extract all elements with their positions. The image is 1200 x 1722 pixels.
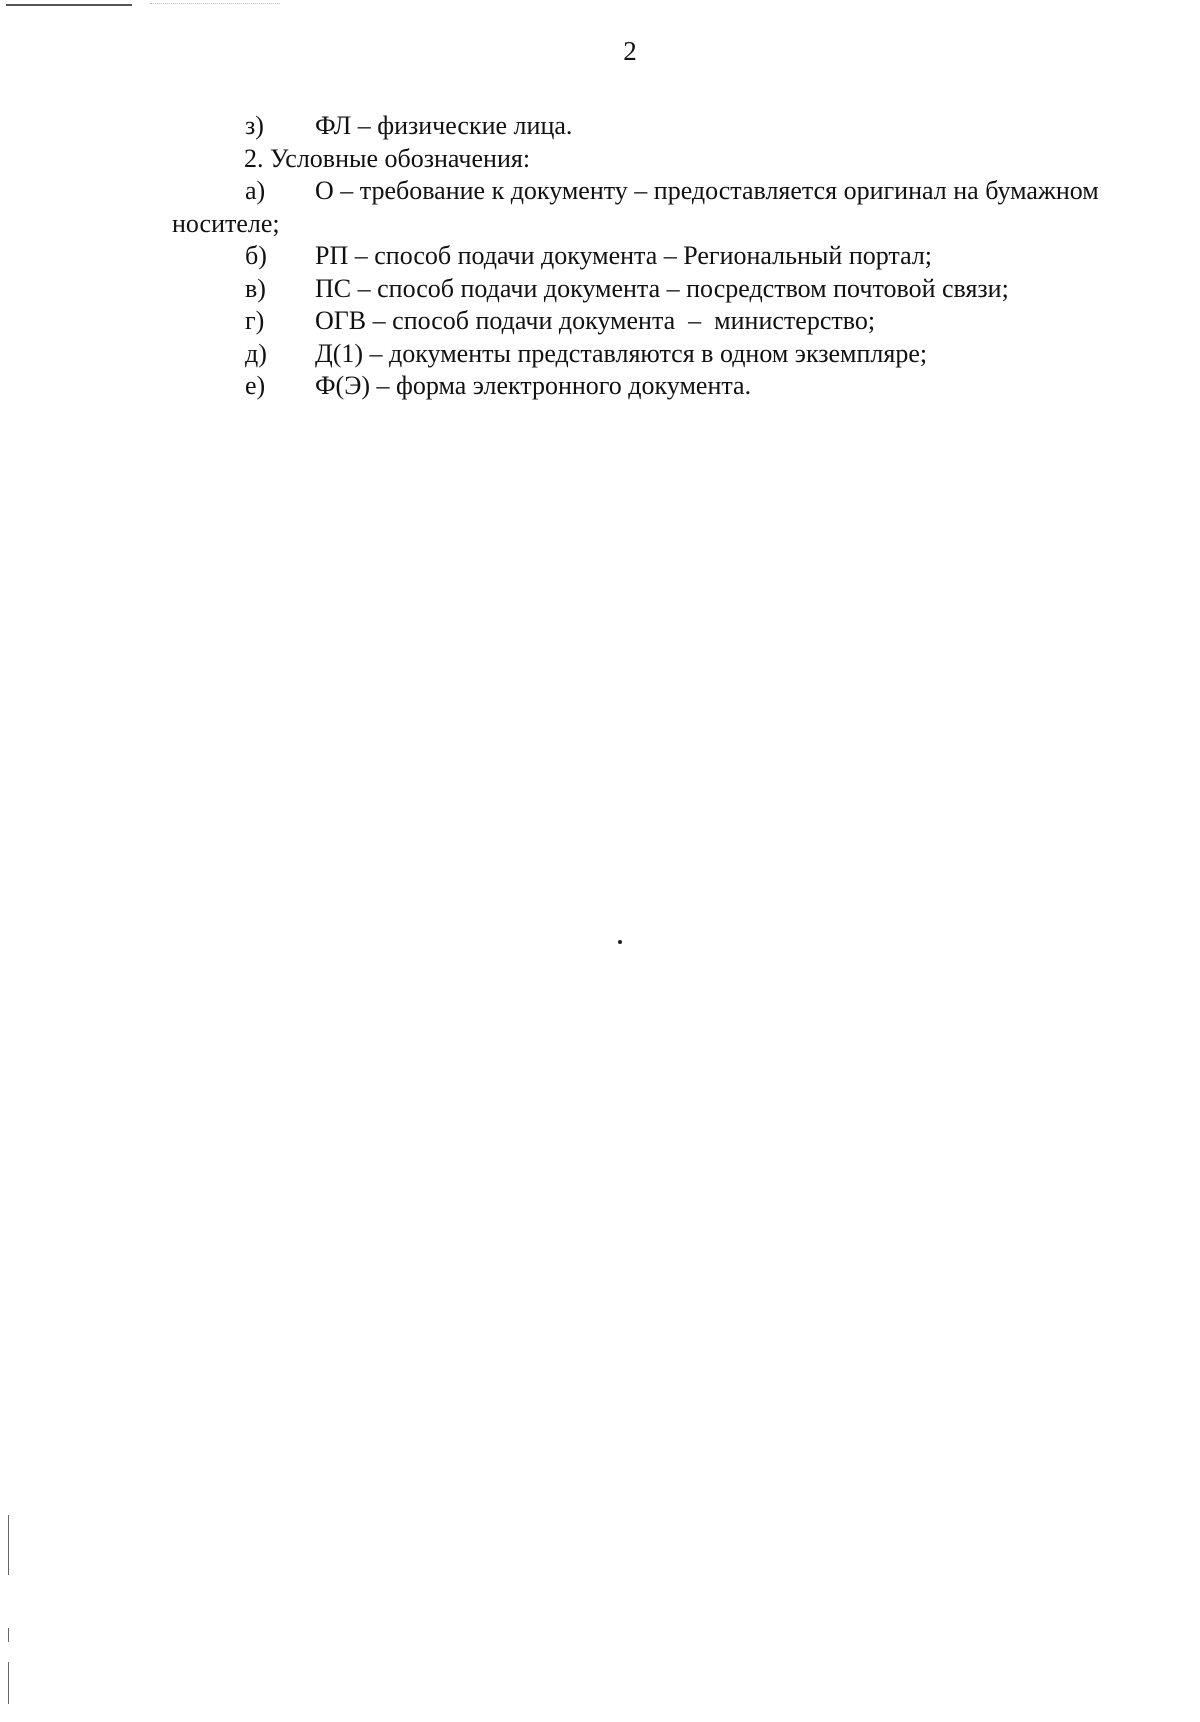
scan-artifact-dot — [618, 940, 622, 944]
list-item — [172, 338, 1152, 371]
scan-artifact-line — [6, 4, 132, 6]
scan-artifact-edge — [8, 1628, 9, 1642]
list-marker: з) — [245, 111, 264, 140]
document-body — [172, 110, 1152, 403]
list-item-text: ПС – способ подачи документа – посредством почтовой связи; — [315, 273, 1009, 303]
list-item — [172, 370, 1152, 403]
section-heading-row — [172, 143, 1152, 176]
list-item-text: ОГВ – способ подачи документа – министерство; — [315, 306, 876, 335]
scan-artifact-edge — [8, 1662, 9, 1704]
list-marker: д) — [245, 338, 267, 368]
list-item — [172, 273, 1152, 306]
section-heading: 2. Условные обозначения: — [244, 143, 531, 173]
list-item-text: РП – способ подачи документа – Региональный портал; — [315, 241, 933, 270]
list-item-text: ФЛ – физические лица. — [315, 111, 573, 140]
list-item — [172, 240, 1152, 273]
list-marker: а) — [245, 176, 266, 205]
list-item — [172, 305, 1152, 338]
list-item-continuation-text: носителе; — [172, 208, 280, 238]
list-item-continuation — [172, 208, 1152, 241]
list-item-text: Ф(Э) – форма электронного документа. — [315, 371, 752, 400]
list-item-text: О – требование к документу – предоставляется оригинал на бумажном — [315, 176, 1099, 205]
list-marker: б) — [245, 241, 267, 270]
list-item — [172, 175, 1152, 208]
list-marker: г) — [245, 306, 265, 335]
list-item-text: Д(1) – документы представляются в одном экземпляре; — [315, 338, 928, 368]
scan-artifact-edge — [8, 1515, 9, 1575]
scan-artifact-dots — [150, 3, 280, 4]
list-marker: в) — [245, 273, 266, 303]
list-item — [172, 110, 1152, 143]
list-marker: е) — [245, 371, 266, 400]
page-number: 2 — [623, 36, 637, 66]
